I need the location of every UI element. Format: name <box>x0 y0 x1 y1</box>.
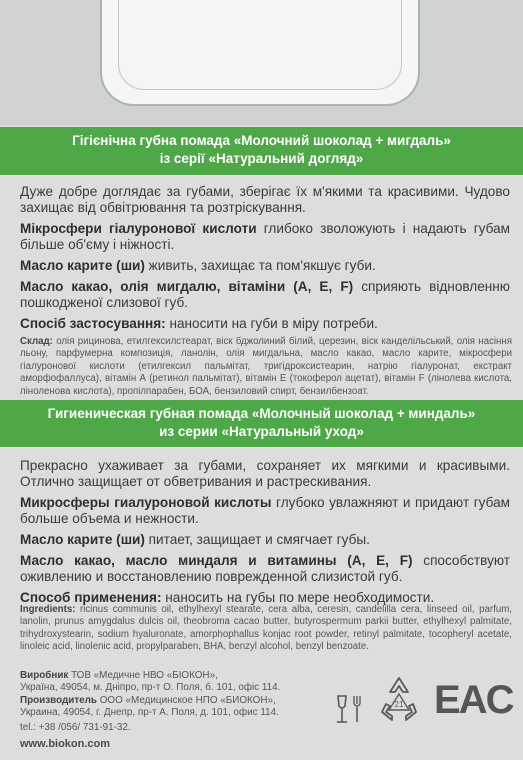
hang-hole <box>100 0 420 106</box>
ua-p2-bold: Мікросфери гіалуронової кислоти <box>20 221 257 236</box>
description-ru <box>20 458 510 606</box>
glass-fork-icon <box>330 692 366 728</box>
manufacturer-ru-label: Производитель <box>20 695 97 706</box>
ru-paragraph-3 <box>20 532 510 548</box>
eac-mark: EAC <box>434 678 513 722</box>
manufacturer-ru-address: Украина, 49054, г. Днепр, пр-т А. Поля, д. 101, офис 114. <box>20 707 279 719</box>
ru-paragraph-2 <box>20 495 510 527</box>
recycle-icon <box>372 672 426 728</box>
ua-p2-text: глибоко зволожують і надають губам більше об'єму і ніжності. <box>20 221 510 252</box>
ua-p3-bold: Масло карите (ши) <box>20 258 145 273</box>
description-ua <box>20 184 510 332</box>
phone-number: tel.: +38 /056/ 731-91-32. <box>20 722 131 733</box>
ru-paragraph-4 <box>20 553 510 585</box>
manufacturer-ua-label: Виробник <box>20 670 69 681</box>
ru-p4-text: способствуют оживлению и восстановлению поврежденной слизистой губ. <box>20 553 510 584</box>
ru-p4-bold: Масло какао, масло миндаля и витамины (А, Е, F) <box>20 553 413 568</box>
title-ru-line2: из серии «Натуральный уход» <box>159 424 364 439</box>
title-band-ru <box>0 400 523 447</box>
title-ua-line2: із серії «Натуральний догляд» <box>159 151 364 166</box>
ingredients-en <box>20 604 512 654</box>
certification-marks <box>326 664 513 734</box>
ua-paragraph-5 <box>20 316 510 332</box>
ru-p2-text: глубоко увлажняют и придают губам больше объема и нежности. <box>20 495 511 526</box>
manufacturer-ua-address: Україна, 49054, м. Дніпро, пр-т О. Поля, б. 101, офіс 114. <box>20 682 281 694</box>
title-ua-line1: Гігієнічна губна помада «Молочний шоколад + мигдаль» <box>72 133 451 148</box>
ingredients-text: ricinus communis oil, ethylhexyl stearate, cera alba, ceresin, candelilla cera, linseed oil, parfum, lanolin, prunus amygdalus dulcis oil, theobroma cacao butter, butyrospermum parkii butter, ethylhexyl palmitate, trihydroxystearin, sodium hyaluronate, amorphophallus konjac root powder, retinyl palmitate, tocopheryl acetate, linoleic acid, linolenic acid, propylparaben, BHA, benzyl alcohol, benzyl benzoate. <box>20 604 512 653</box>
ua-paragraph-1: Дуже добре доглядає за губами, зберігає їх м'якими та красивими. Чудово захищає від обвітрювання та розтріскування. <box>20 184 510 215</box>
ingredients-label: Ingredients: <box>20 604 76 615</box>
ru-p3-text: питает, защищает и смягчает губы. <box>144 532 370 547</box>
ru-p2-bold: Микросферы гиалуроновой кислоты <box>20 495 272 510</box>
ru-paragraph-1: Прекрасно ухаживает за губами, сохраняет их мягкими и красивыми. Отлично защищает от обветривания и растрескивания. <box>20 458 510 489</box>
website-link[interactable]: www.biokon.com <box>20 738 111 750</box>
manufacturer-ru <box>20 695 279 720</box>
ua-p5-bold: Спосіб застосування: <box>20 316 166 331</box>
recycle-number: 21 <box>394 700 404 709</box>
ua-paragraph-2 <box>20 221 510 253</box>
ua-paragraph-4 <box>20 279 510 311</box>
ua-p3-text: живить, захищає та пом'якшує губи. <box>144 258 376 273</box>
manufacturer-ua-line1 <box>20 670 280 682</box>
ua-p4-bold: Масло какао, олія мигдалю, вітаміни (А, Е, F) <box>20 279 354 294</box>
manufacturer-ua-name: ТОВ «Медичне НВО «БІОКОН», <box>68 670 218 681</box>
ru-p5-bold: Способ применения: <box>20 590 162 605</box>
hang-tab <box>0 0 523 125</box>
composition-ua-text: олія рицинова, етилгексилстеарат, віск бджолиний білий, церезин, віск канделільський, олія насіння льону, парфумерна композиція, ланолін, олія мигдальна, масло какао, масло карите, мікросфери гіалуронової кислоти (етилгексил пальмітат, тригідроксистеарин, натрію гіалуронат, екстракт аморфофаллуса), вітамін А (ретинол пальмітат), вітамін Е (токоферол ацетат), вітамін F (лінолева кислота, ліноленова кислота), пропілпарабен, БОА, бензиловий спирт, бензилбензоат. <box>20 336 512 397</box>
manufacturer-ru-name: ООО «Медицинское НПО «БИОКОН», <box>97 695 276 706</box>
composition-ua-label: Склад: <box>20 336 53 347</box>
ru-p5-text: наносить на губы по мере необходимости. <box>161 590 435 605</box>
ua-p5-text: наносити на губи в міру потреби. <box>165 316 378 331</box>
ua-paragraph-3 <box>20 258 510 274</box>
ua-p4-text: сприяють відновленню пошкодженої слизової губ. <box>20 279 510 310</box>
ru-p3-bold: Масло карите (ши) <box>20 532 145 547</box>
manufacturer-ua <box>20 670 280 695</box>
title-band-ua <box>0 127 523 175</box>
title-ru-line1: Гигиеническая губная помада «Молочный шоколад + миндаль» <box>47 406 476 421</box>
manufacturer-ru-line1 <box>20 695 279 707</box>
composition-ua <box>20 336 512 398</box>
